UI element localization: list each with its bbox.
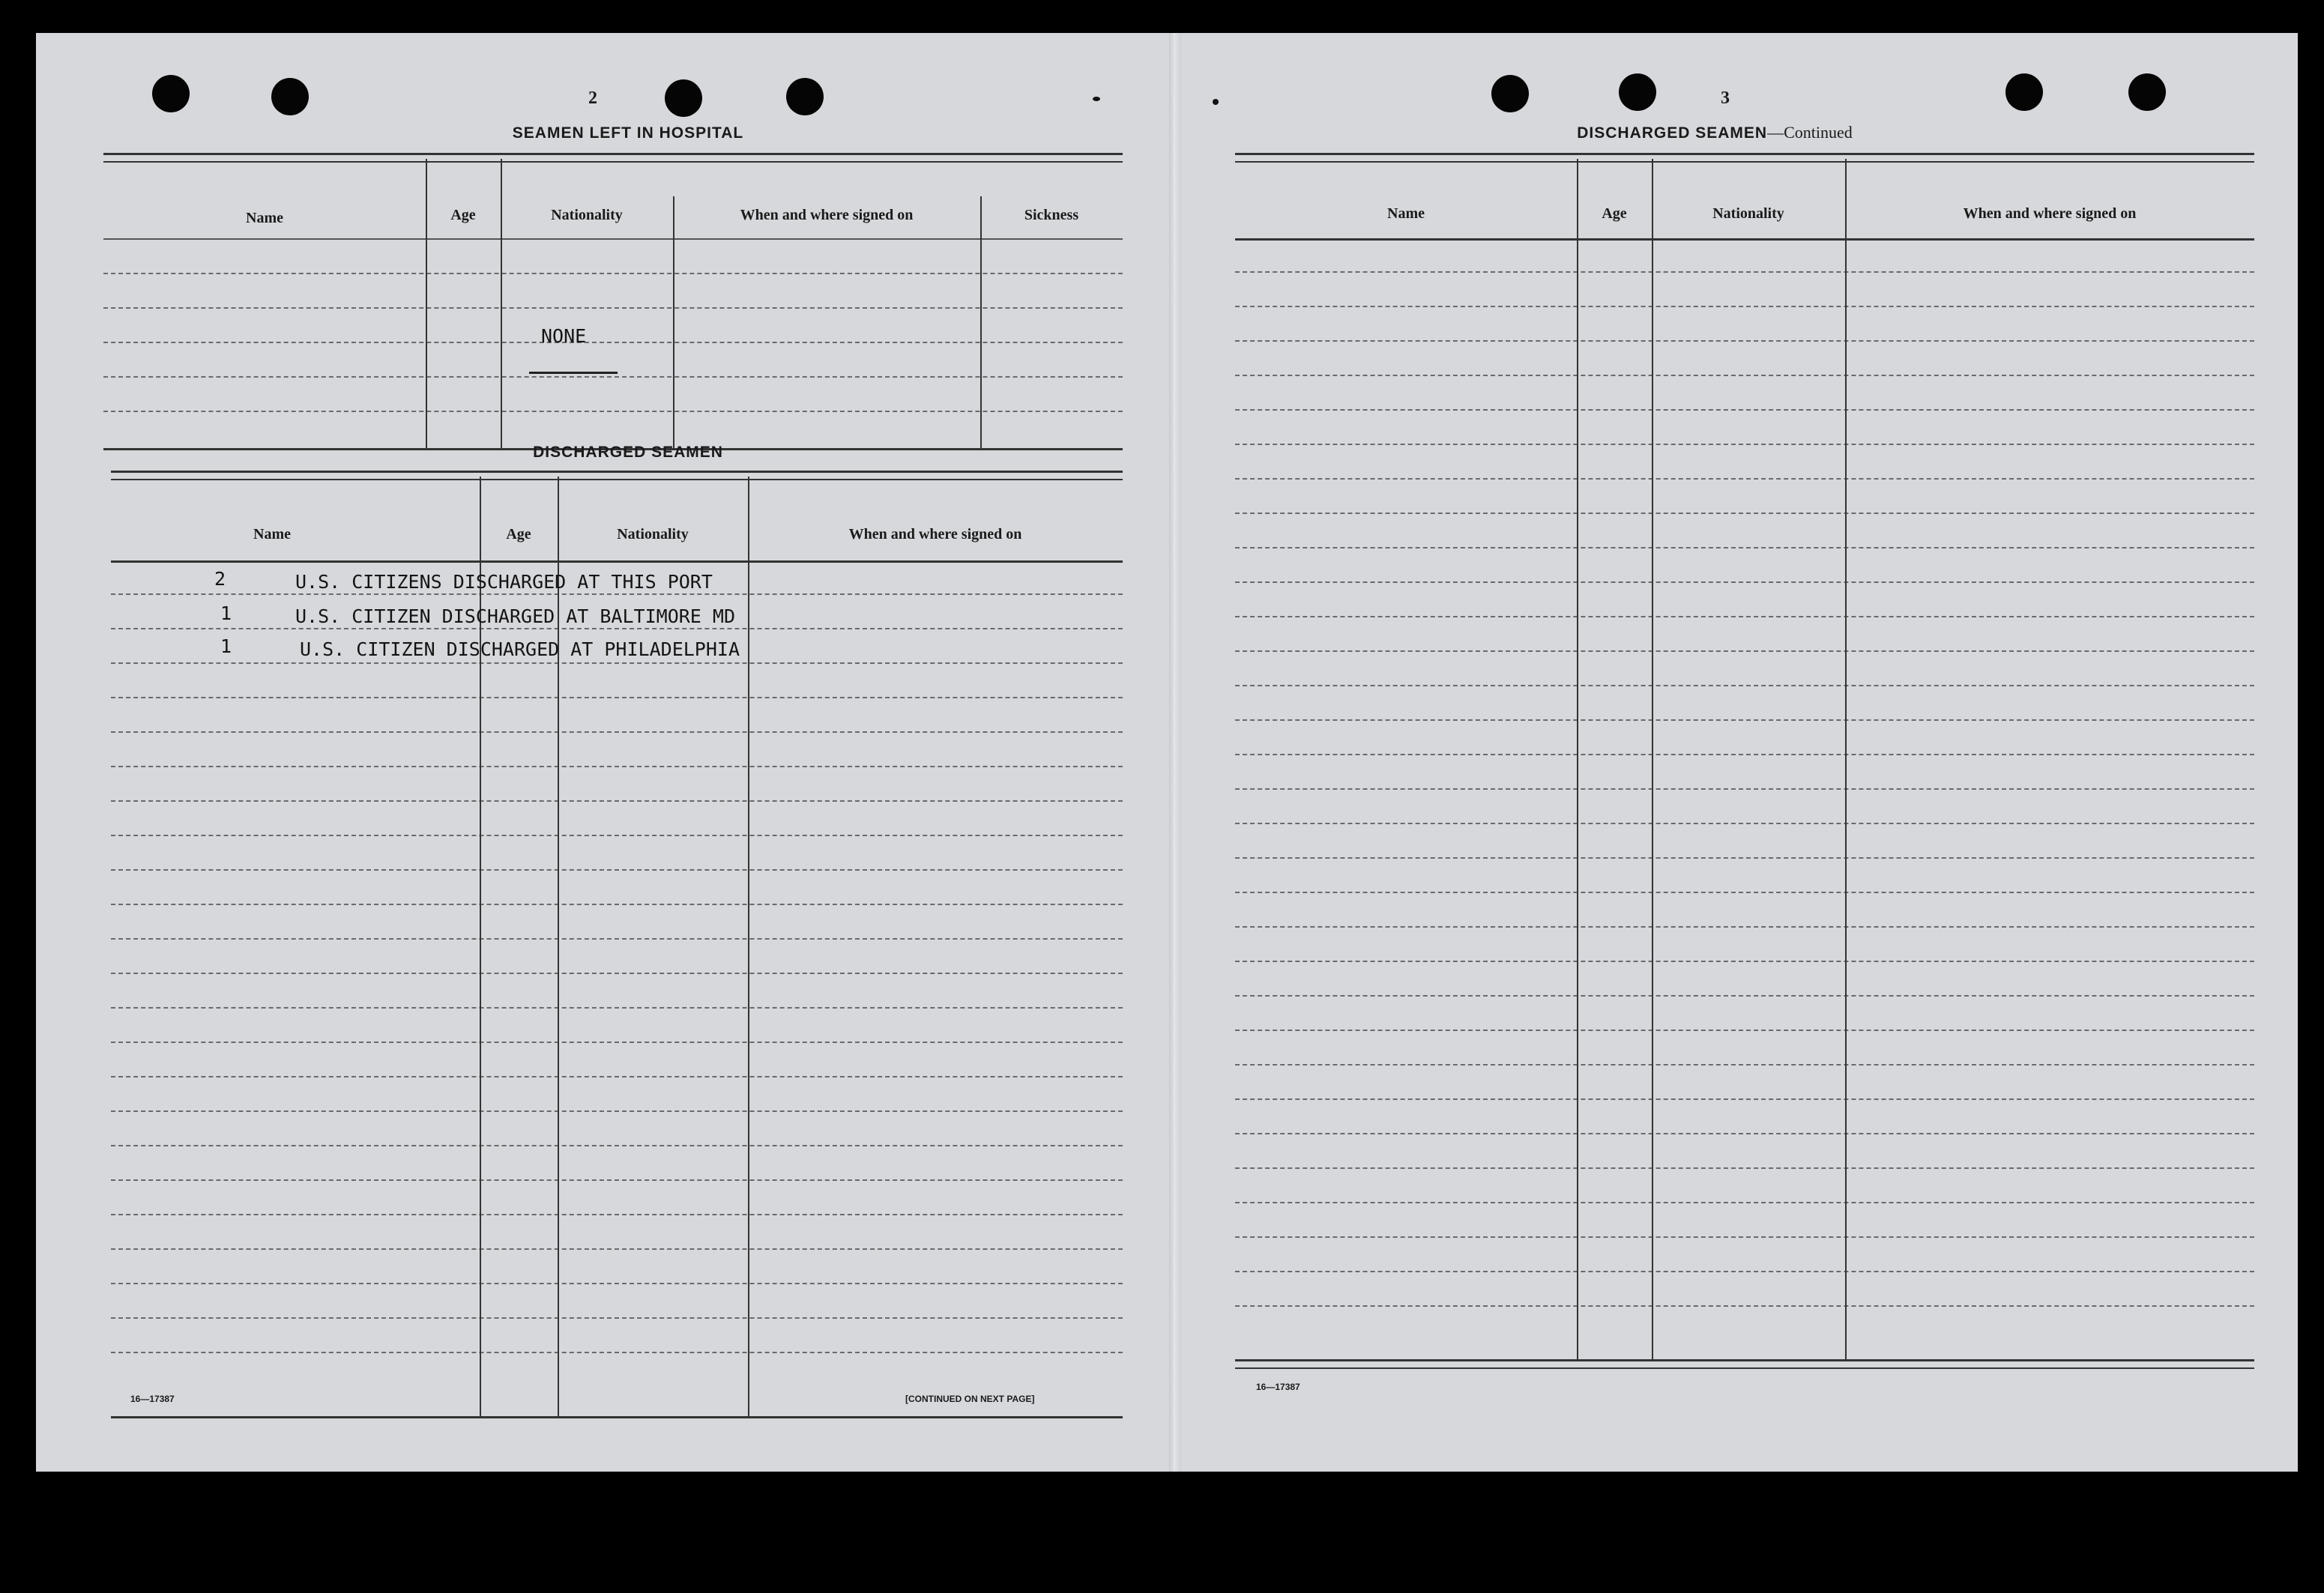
section-title-suffix: —Continued bbox=[1767, 123, 1853, 142]
hospital-table bbox=[103, 153, 1123, 453]
page-number-left: 2 bbox=[588, 88, 597, 108]
discharge-count: 1 bbox=[220, 602, 232, 624]
page-number-right: 3 bbox=[1721, 88, 1730, 108]
ink-speck bbox=[1213, 99, 1219, 105]
punch-hole bbox=[152, 75, 190, 112]
col-header-sickness: Sickness bbox=[1024, 207, 1079, 223]
hospital-section-title: SEAMEN LEFT IN HOSPITAL bbox=[512, 124, 744, 142]
page-fold bbox=[1169, 33, 1181, 1472]
col-header-age: Age bbox=[450, 207, 476, 223]
continued-section-title bbox=[1497, 123, 1932, 142]
form-number-right: 16—17387 bbox=[1256, 1382, 1300, 1392]
punch-hole bbox=[665, 79, 702, 117]
col-header-age: Age bbox=[1602, 205, 1627, 222]
discharge-text: U.S. CITIZENS DISCHARGED AT THIS PORT bbox=[295, 571, 713, 593]
col-header-signed-on: When and where signed on bbox=[740, 207, 914, 223]
punch-hole bbox=[1491, 75, 1529, 112]
col-header-name: Name bbox=[246, 210, 283, 226]
discharge-count: 2 bbox=[214, 568, 226, 590]
col-header-nationality: Nationality bbox=[1712, 205, 1784, 222]
col-header-signed-on: When and where signed on bbox=[848, 526, 1022, 542]
discharge-text: U.S. CITIZEN DISCHARGED AT PHILADELPHIA bbox=[300, 638, 740, 660]
col-header-name: Name bbox=[253, 526, 291, 542]
col-header-nationality: Nationality bbox=[617, 526, 689, 542]
discharge-text: U.S. CITIZEN DISCHARGED AT BALTIMORE MD bbox=[295, 605, 735, 627]
hospital-entry: NONE bbox=[541, 325, 587, 347]
discharged-section-title: DISCHARGED SEAMEN bbox=[533, 444, 723, 461]
discharged-continued-table bbox=[1235, 153, 2254, 1409]
punch-hole bbox=[2128, 73, 2166, 111]
form-number-left: 16—17387 bbox=[130, 1394, 175, 1404]
col-header-name: Name bbox=[1387, 205, 1425, 222]
discharged-table bbox=[111, 471, 1123, 1421]
col-header-age: Age bbox=[506, 526, 531, 542]
section-title-main: DISCHARGED SEAMEN bbox=[1577, 124, 1768, 142]
ink-speck bbox=[1093, 97, 1100, 101]
discharge-count: 1 bbox=[220, 635, 232, 657]
col-header-nationality: Nationality bbox=[551, 207, 623, 223]
document-scan bbox=[36, 33, 2298, 1472]
punch-hole bbox=[2005, 73, 2043, 111]
punch-hole bbox=[271, 78, 309, 115]
col-header-signed-on: When and where signed on bbox=[1963, 205, 2137, 222]
punch-hole bbox=[1619, 73, 1656, 111]
continued-note: [CONTINUED ON NEXT PAGE] bbox=[905, 1394, 1035, 1404]
punch-hole bbox=[786, 78, 824, 115]
entry-underline bbox=[529, 372, 618, 374]
